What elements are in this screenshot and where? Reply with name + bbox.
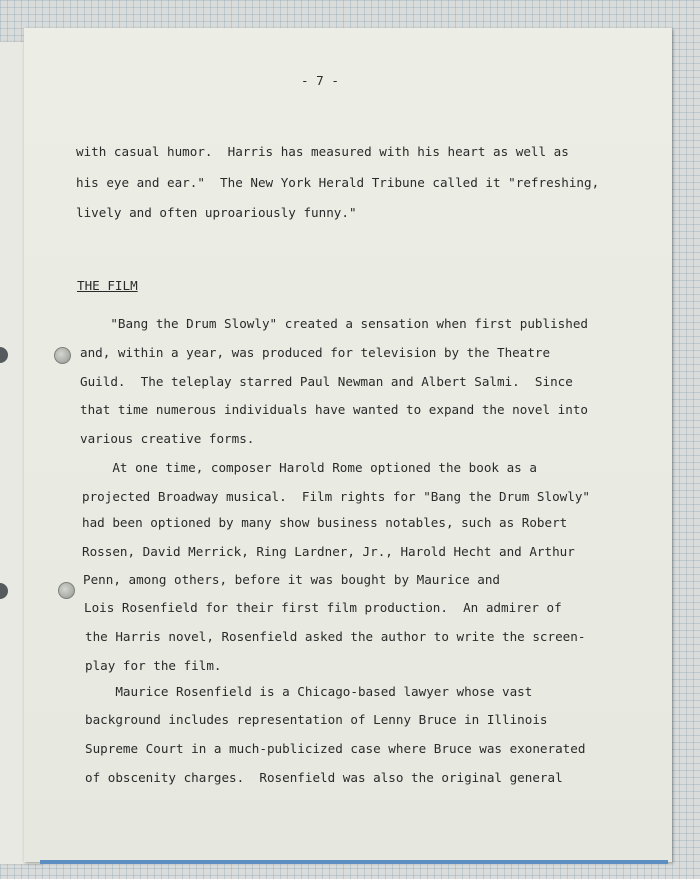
page-text — [24, 28, 600, 785]
punch-hole-upper — [54, 347, 71, 364]
text-line: that time numerous individuals have wanted to expand the novel into — [80, 402, 588, 417]
text-line: At one time, composer Harold Rome optioned the book as a — [82, 460, 537, 475]
text-line: lively and often uproariously funny." — [76, 205, 357, 220]
text-line: Supreme Court in a much-publicized case where Bruce was exonerated — [85, 741, 586, 756]
text-line: with casual humor. Harris has measured with his heart as well as — [76, 144, 569, 159]
text-line: and, within a year, was produced for television by the Theatre — [80, 345, 551, 360]
typed-page — [24, 28, 672, 862]
text-line: various creative forms. — [80, 431, 255, 446]
text-line: Rossen, David Merrick, Ring Lardner, Jr., Harold Hecht and Arthur — [82, 544, 575, 559]
text-line: had been optioned by many show business notables, such as Robert — [82, 515, 568, 530]
text-line: projected Broadway musical. Film rights for "Bang the Drum Slowly" — [82, 489, 590, 504]
text-line: his eye and ear." The New York Herald Tribune called it "refreshing, — [76, 175, 600, 190]
punch-hole-lower — [58, 582, 75, 599]
page-bottom-edge — [40, 860, 668, 864]
text-line: "Bang the Drum Slowly" created a sensation when first published — [80, 316, 588, 331]
text-line: the Harris novel, Rosenfield asked the author to write the screen- — [85, 629, 586, 644]
text-line: play for the film. — [85, 658, 222, 673]
text-line: background includes representation of Lenny Bruce in Illinois — [85, 712, 548, 727]
text-line: of obscenity charges. Rosenfield was also the original general — [85, 770, 563, 785]
text-line: Guild. The teleplay starred Paul Newman and Albert Salmi. Since — [80, 374, 573, 389]
section-heading: THE FILM — [77, 278, 138, 293]
text-line: Maurice Rosenfield is a Chicago-based lawyer whose vast — [85, 684, 533, 699]
page-number: - 7 - — [301, 73, 339, 88]
text-line: Lois Rosenfield for their first film production. An admirer of — [84, 600, 562, 615]
text-line: Penn, among others, before it was bought by Maurice and — [83, 572, 501, 587]
